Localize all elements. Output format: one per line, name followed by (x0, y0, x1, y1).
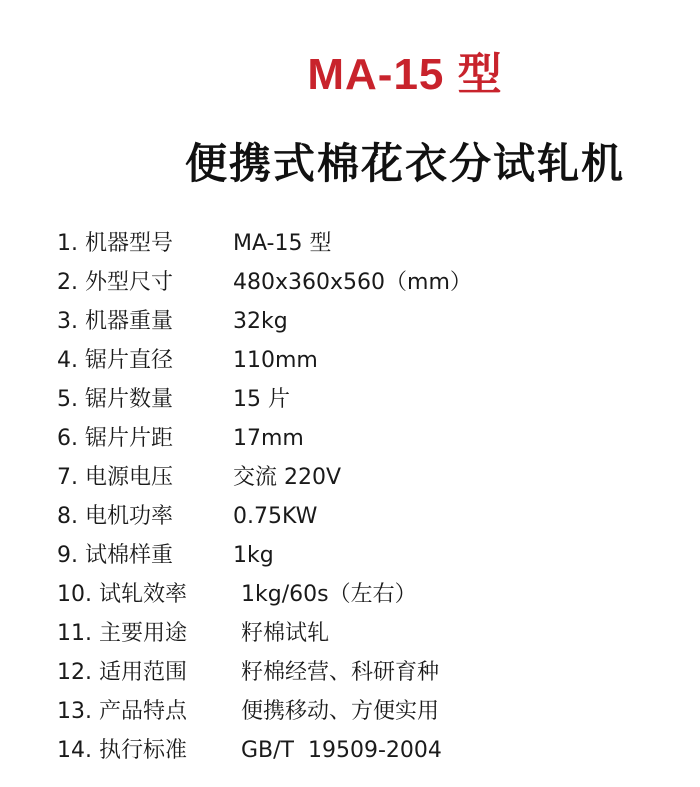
spec-value: 32kg (233, 309, 288, 334)
spec-value: 110mm (233, 348, 318, 373)
spec-row-efficiency (57, 575, 472, 614)
spec-row-blade-count (57, 380, 472, 419)
spec-value: 1kg/60s（左右） (241, 582, 417, 607)
spec-row-model (57, 224, 472, 263)
spec-label: 8. 电机功率 (57, 504, 173, 529)
spec-label: 5. 锯片数量 (57, 387, 173, 412)
spec-value: 1kg (233, 543, 274, 568)
spec-row-purpose (57, 614, 472, 653)
product-title: 便携式棉花衣分试轧机 (184, 139, 625, 188)
spec-label: 13. 产品特点 (57, 699, 187, 724)
spec-row-sample-weight (57, 536, 472, 575)
spec-value: 交流 220V (233, 465, 342, 490)
spec-row-blade-diameter (57, 341, 472, 380)
spec-row-voltage (57, 458, 472, 497)
spec-row-blade-spacing (57, 419, 472, 458)
spec-value: 17mm (233, 426, 304, 451)
spec-list (57, 224, 472, 770)
spec-row-standard (57, 731, 472, 770)
spec-row-dimensions (57, 263, 472, 302)
spec-value: 480x360x560（mm） (233, 270, 472, 295)
spec-row-motor-power (57, 497, 472, 536)
spec-row-weight (57, 302, 472, 341)
spec-value: MA-15 型 (233, 231, 332, 256)
spec-value: GB/T 19509-2004 (241, 738, 442, 763)
spec-row-features (57, 692, 472, 731)
spec-value: 籽棉经营、科研育种 (241, 660, 440, 685)
spec-label: 10. 试轧效率 (57, 582, 187, 607)
spec-label: 6. 锯片片距 (57, 426, 173, 451)
spec-label: 3. 机器重量 (57, 309, 173, 334)
spec-row-scope (57, 653, 472, 692)
spec-label: 1. 机器型号 (57, 231, 173, 256)
spec-label: 12. 适用范围 (57, 660, 187, 685)
spec-value: 便携移动、方便实用 (241, 699, 440, 724)
spec-label: 4. 锯片直径 (57, 348, 173, 373)
spec-label: 2. 外型尺寸 (57, 270, 173, 295)
spec-label: 7. 电源电压 (57, 465, 173, 490)
spec-value: 籽棉试轧 (241, 621, 330, 646)
spec-value: 0.75KW (233, 504, 318, 529)
model-title: MA-15 型 (307, 50, 503, 99)
spec-value: 15 片 (233, 387, 290, 412)
spec-label: 11. 主要用途 (57, 621, 187, 646)
spec-label: 14. 执行标准 (57, 738, 187, 763)
spec-label: 9. 试棉样重 (57, 543, 173, 568)
